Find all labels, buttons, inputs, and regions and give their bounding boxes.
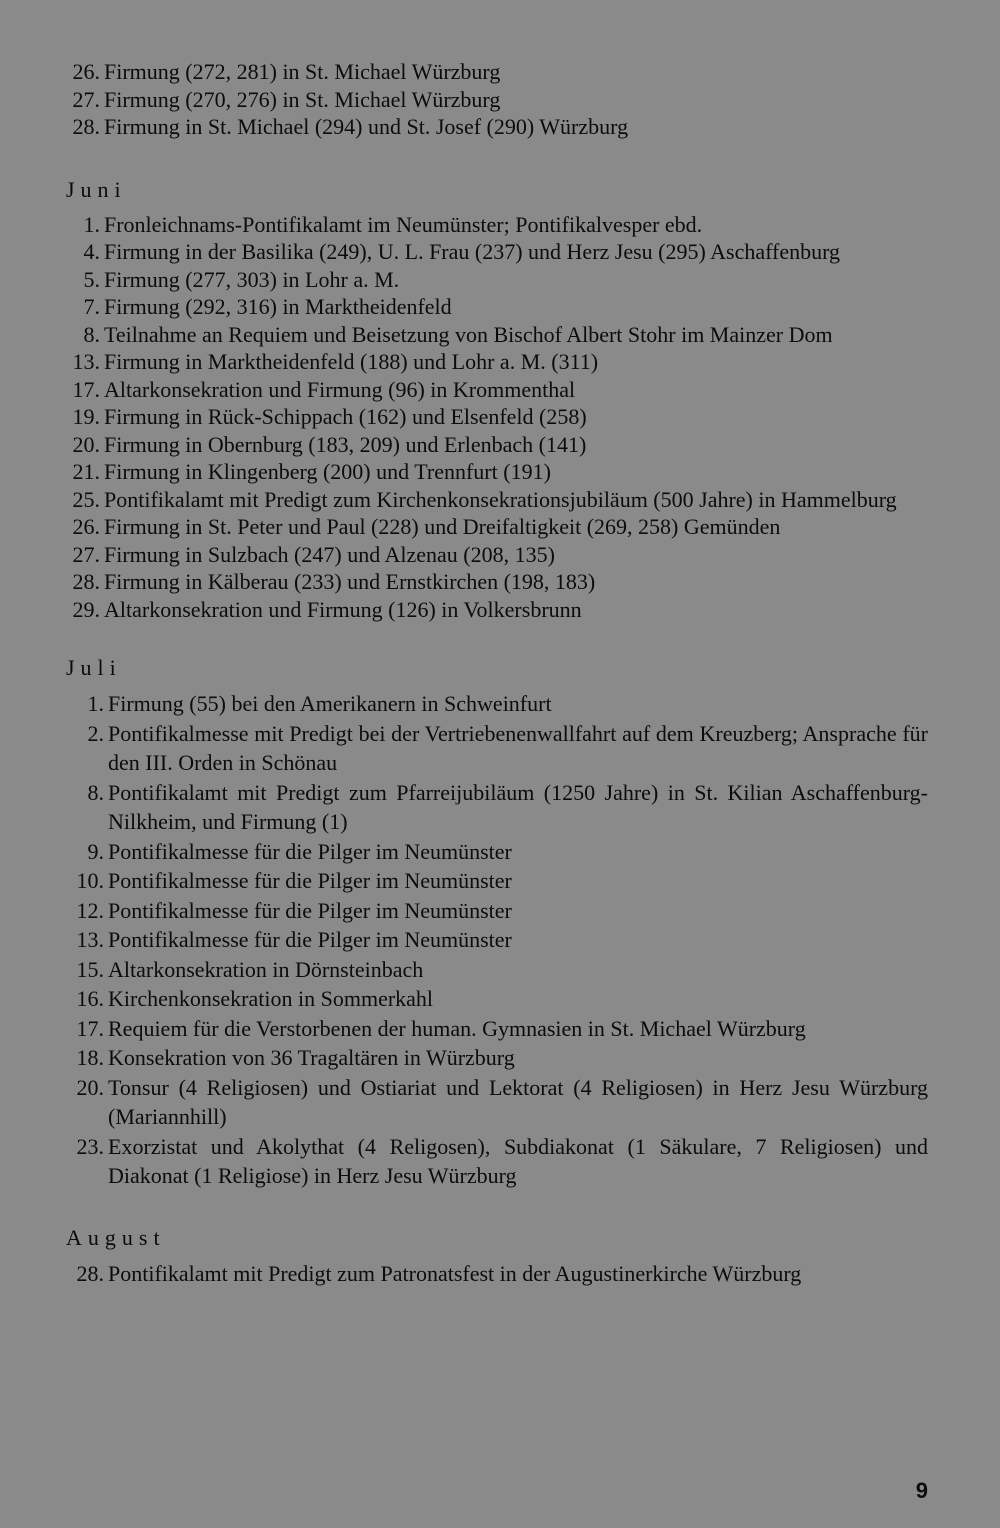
list-item bbox=[64, 955, 928, 985]
list-item bbox=[64, 58, 928, 86]
entry-list-previous-month bbox=[64, 58, 928, 141]
entry-text: Firmung (277, 303) in Lohr a. M. bbox=[104, 266, 400, 292]
entry-day-number: 20. bbox=[76, 1074, 104, 1100]
entry-text: Pontifikalamt mit Predigt zum Kirchenkonsekrationsjubiläum (500 Jahre) in Hammelburg bbox=[104, 486, 897, 512]
entry-text: Firmung in Klingenberg (200) und Trennfurt (191) bbox=[104, 459, 551, 484]
entry-day-number: 7. bbox=[83, 294, 100, 319]
entry-day-number: 28. bbox=[72, 114, 100, 139]
entry-day-number: 26. bbox=[72, 59, 100, 84]
list-item bbox=[64, 86, 928, 114]
entry-text: Kirchenkonsekration in Sommerkahl bbox=[108, 986, 434, 1011]
entry-list-juni bbox=[64, 211, 928, 624]
list-item bbox=[64, 458, 928, 486]
entry-text: Firmung in Sulzbach (247) und Alzenau (208, 135) bbox=[104, 541, 555, 567]
entry-day-number: 26. bbox=[72, 514, 100, 539]
entry-day-number: 19. bbox=[72, 404, 100, 429]
entry-day-number: 13. bbox=[76, 927, 104, 952]
entry-day-number: 20. bbox=[72, 431, 100, 457]
section-previous-month bbox=[64, 58, 928, 141]
list-item bbox=[64, 238, 928, 266]
entry-text: Firmung in Kälberau (233) und Ernstkirchen (198, 183) bbox=[104, 569, 596, 594]
entry-day-number: 27. bbox=[72, 541, 100, 567]
entry-text: Fronleichnams-Pontifikalamt im Neumünster; Pontifikalvesper ebd. bbox=[104, 211, 703, 237]
list-item bbox=[64, 113, 928, 141]
list-item bbox=[64, 984, 928, 1014]
entry-text: Pontifikalmesse für die Pilger im Neumünster bbox=[108, 927, 512, 952]
list-item bbox=[64, 486, 928, 514]
document-content bbox=[64, 58, 928, 1288]
entry-day-number: 28. bbox=[76, 1260, 104, 1286]
entry-text: Pontifikalmesse mit Predigt bei der Vertriebenenwallfahrt auf dem Kreuzberg; Ansprache für den III. Orden in Schönau bbox=[108, 720, 928, 775]
list-item bbox=[64, 837, 928, 867]
entry-day-number: 8. bbox=[83, 321, 100, 347]
entry-text: Firmung (270, 276) in St. Michael Würzburg bbox=[104, 86, 501, 112]
entry-text: Firmung in Rück-Schippach (162) und Elsenfeld (258) bbox=[104, 404, 587, 429]
entry-day-number: 12. bbox=[76, 897, 104, 923]
list-item bbox=[64, 403, 928, 431]
entry-text: Altarkonsekration und Firmung (126) in Volkersbrunn bbox=[104, 596, 582, 622]
entry-text: Exorzistat und Akolythat (4 Religosen), Subdiakonat (1 Säkulare, 7 Religiosen) und Diakonat (1 Religiose) in Herz Jesu Würzburg bbox=[108, 1133, 928, 1188]
list-item bbox=[64, 1014, 928, 1044]
month-heading-juli: Juli bbox=[66, 655, 122, 680]
list-item bbox=[64, 293, 928, 321]
entry-text: Firmung in der Basilika (249), U. L. Frau (237) und Herz Jesu (295) Aschaffenburg bbox=[104, 239, 841, 264]
entry-day-number: 9. bbox=[87, 838, 104, 864]
list-item bbox=[64, 266, 928, 294]
entry-text: Firmung in St. Michael (294) und St. Josef (290) Würzburg bbox=[104, 114, 629, 139]
entry-text: Pontifikalmesse für die Pilger im Neumünster bbox=[108, 838, 512, 864]
entry-day-number: 10. bbox=[76, 868, 104, 893]
list-item bbox=[64, 513, 928, 541]
entry-text: Teilnahme an Requiem und Beisetzung von Bischof Albert Stohr im Mainzer Dom bbox=[104, 321, 833, 347]
entry-text: Altarkonsekration und Firmung (96) in Krommenthal bbox=[104, 376, 576, 402]
entry-text: Altarkonsekration in Dörnsteinbach bbox=[108, 956, 424, 982]
entry-text: Firmung in Marktheidenfeld (188) und Lohr a. M. (311) bbox=[104, 349, 599, 374]
entry-day-number: 23. bbox=[76, 1133, 104, 1159]
entry-day-number: 25. bbox=[72, 486, 100, 512]
list-item bbox=[64, 376, 928, 404]
entry-text: Requiem für die Verstorbenen der human. Gymnasien in St. Michael Würzburg bbox=[108, 1015, 806, 1041]
list-item bbox=[64, 568, 928, 596]
section-juni bbox=[64, 175, 928, 624]
section-juli bbox=[64, 653, 928, 1191]
list-item bbox=[64, 348, 928, 376]
entry-day-number: 4. bbox=[83, 239, 100, 264]
entry-text: Pontifikalmesse für die Pilger im Neumünster bbox=[108, 897, 512, 923]
entry-list-juli bbox=[64, 689, 928, 1191]
section-august bbox=[64, 1223, 928, 1289]
entry-day-number: 13. bbox=[72, 349, 100, 374]
entry-day-number: 8. bbox=[87, 779, 104, 805]
list-item bbox=[64, 1132, 928, 1191]
entry-day-number: 27. bbox=[72, 86, 100, 112]
entry-text: Pontifikalmesse für die Pilger im Neumünster bbox=[108, 868, 512, 893]
entry-day-number: 29. bbox=[72, 596, 100, 622]
entry-day-number: 17. bbox=[76, 1015, 104, 1041]
entry-day-number: 1. bbox=[83, 211, 100, 237]
month-heading-juni: Juni bbox=[66, 176, 127, 202]
entry-day-number: 28. bbox=[72, 569, 100, 594]
entry-day-number: 2. bbox=[87, 720, 104, 746]
list-item bbox=[64, 896, 928, 926]
list-item bbox=[64, 321, 928, 349]
list-item bbox=[64, 596, 928, 624]
entry-day-number: 18. bbox=[76, 1045, 104, 1070]
list-item bbox=[64, 719, 928, 778]
list-item bbox=[64, 1043, 928, 1073]
entry-text: Firmung (272, 281) in St. Michael Würzburg bbox=[104, 59, 501, 84]
entry-day-number: 15. bbox=[76, 956, 104, 982]
list-item bbox=[64, 866, 928, 896]
list-item bbox=[64, 778, 928, 837]
month-heading-august: August bbox=[66, 1224, 166, 1250]
entry-day-number: 21. bbox=[72, 459, 100, 484]
page-number: 9 bbox=[915, 1478, 928, 1503]
entry-day-number: 17. bbox=[72, 376, 100, 402]
entry-text: Firmung in St. Peter und Paul (228) und Dreifaltigkeit (269, 258) Gemünden bbox=[104, 514, 781, 539]
entry-text: Tonsur (4 Religiosen) und Ostiariat und Lektorat (4 Religiosen) in Herz Jesu Würzburg (Mariannhill) bbox=[108, 1074, 928, 1129]
list-item bbox=[64, 689, 928, 719]
list-item bbox=[64, 1259, 928, 1289]
list-item bbox=[64, 1073, 928, 1132]
entry-text: Konsekration von 36 Tragaltären in Würzburg bbox=[108, 1045, 515, 1070]
list-item bbox=[64, 925, 928, 955]
entry-day-number: 16. bbox=[76, 986, 104, 1011]
list-item bbox=[64, 431, 928, 459]
entry-text: Firmung (292, 316) in Marktheidenfeld bbox=[104, 294, 452, 319]
entry-text: Pontifikalamt mit Predigt zum Patronatsfest in der Augustinerkirche Würzburg bbox=[108, 1260, 802, 1286]
list-item bbox=[64, 541, 928, 569]
entry-day-number: 1. bbox=[87, 691, 104, 716]
entry-list-august bbox=[64, 1259, 928, 1289]
entry-text: Firmung (55) bei den Amerikanern in Schweinfurt bbox=[108, 691, 552, 716]
list-item bbox=[64, 211, 928, 239]
entry-day-number: 5. bbox=[83, 266, 100, 292]
entry-text: Pontifikalamt mit Predigt zum Pfarreijubiläum (1250 Jahre) in St. Kilian Aschaffenburg-Nilkheim, und Firmung (1) bbox=[108, 779, 928, 834]
entry-text: Firmung in Obernburg (183, 209) und Erlenbach (141) bbox=[104, 431, 587, 457]
